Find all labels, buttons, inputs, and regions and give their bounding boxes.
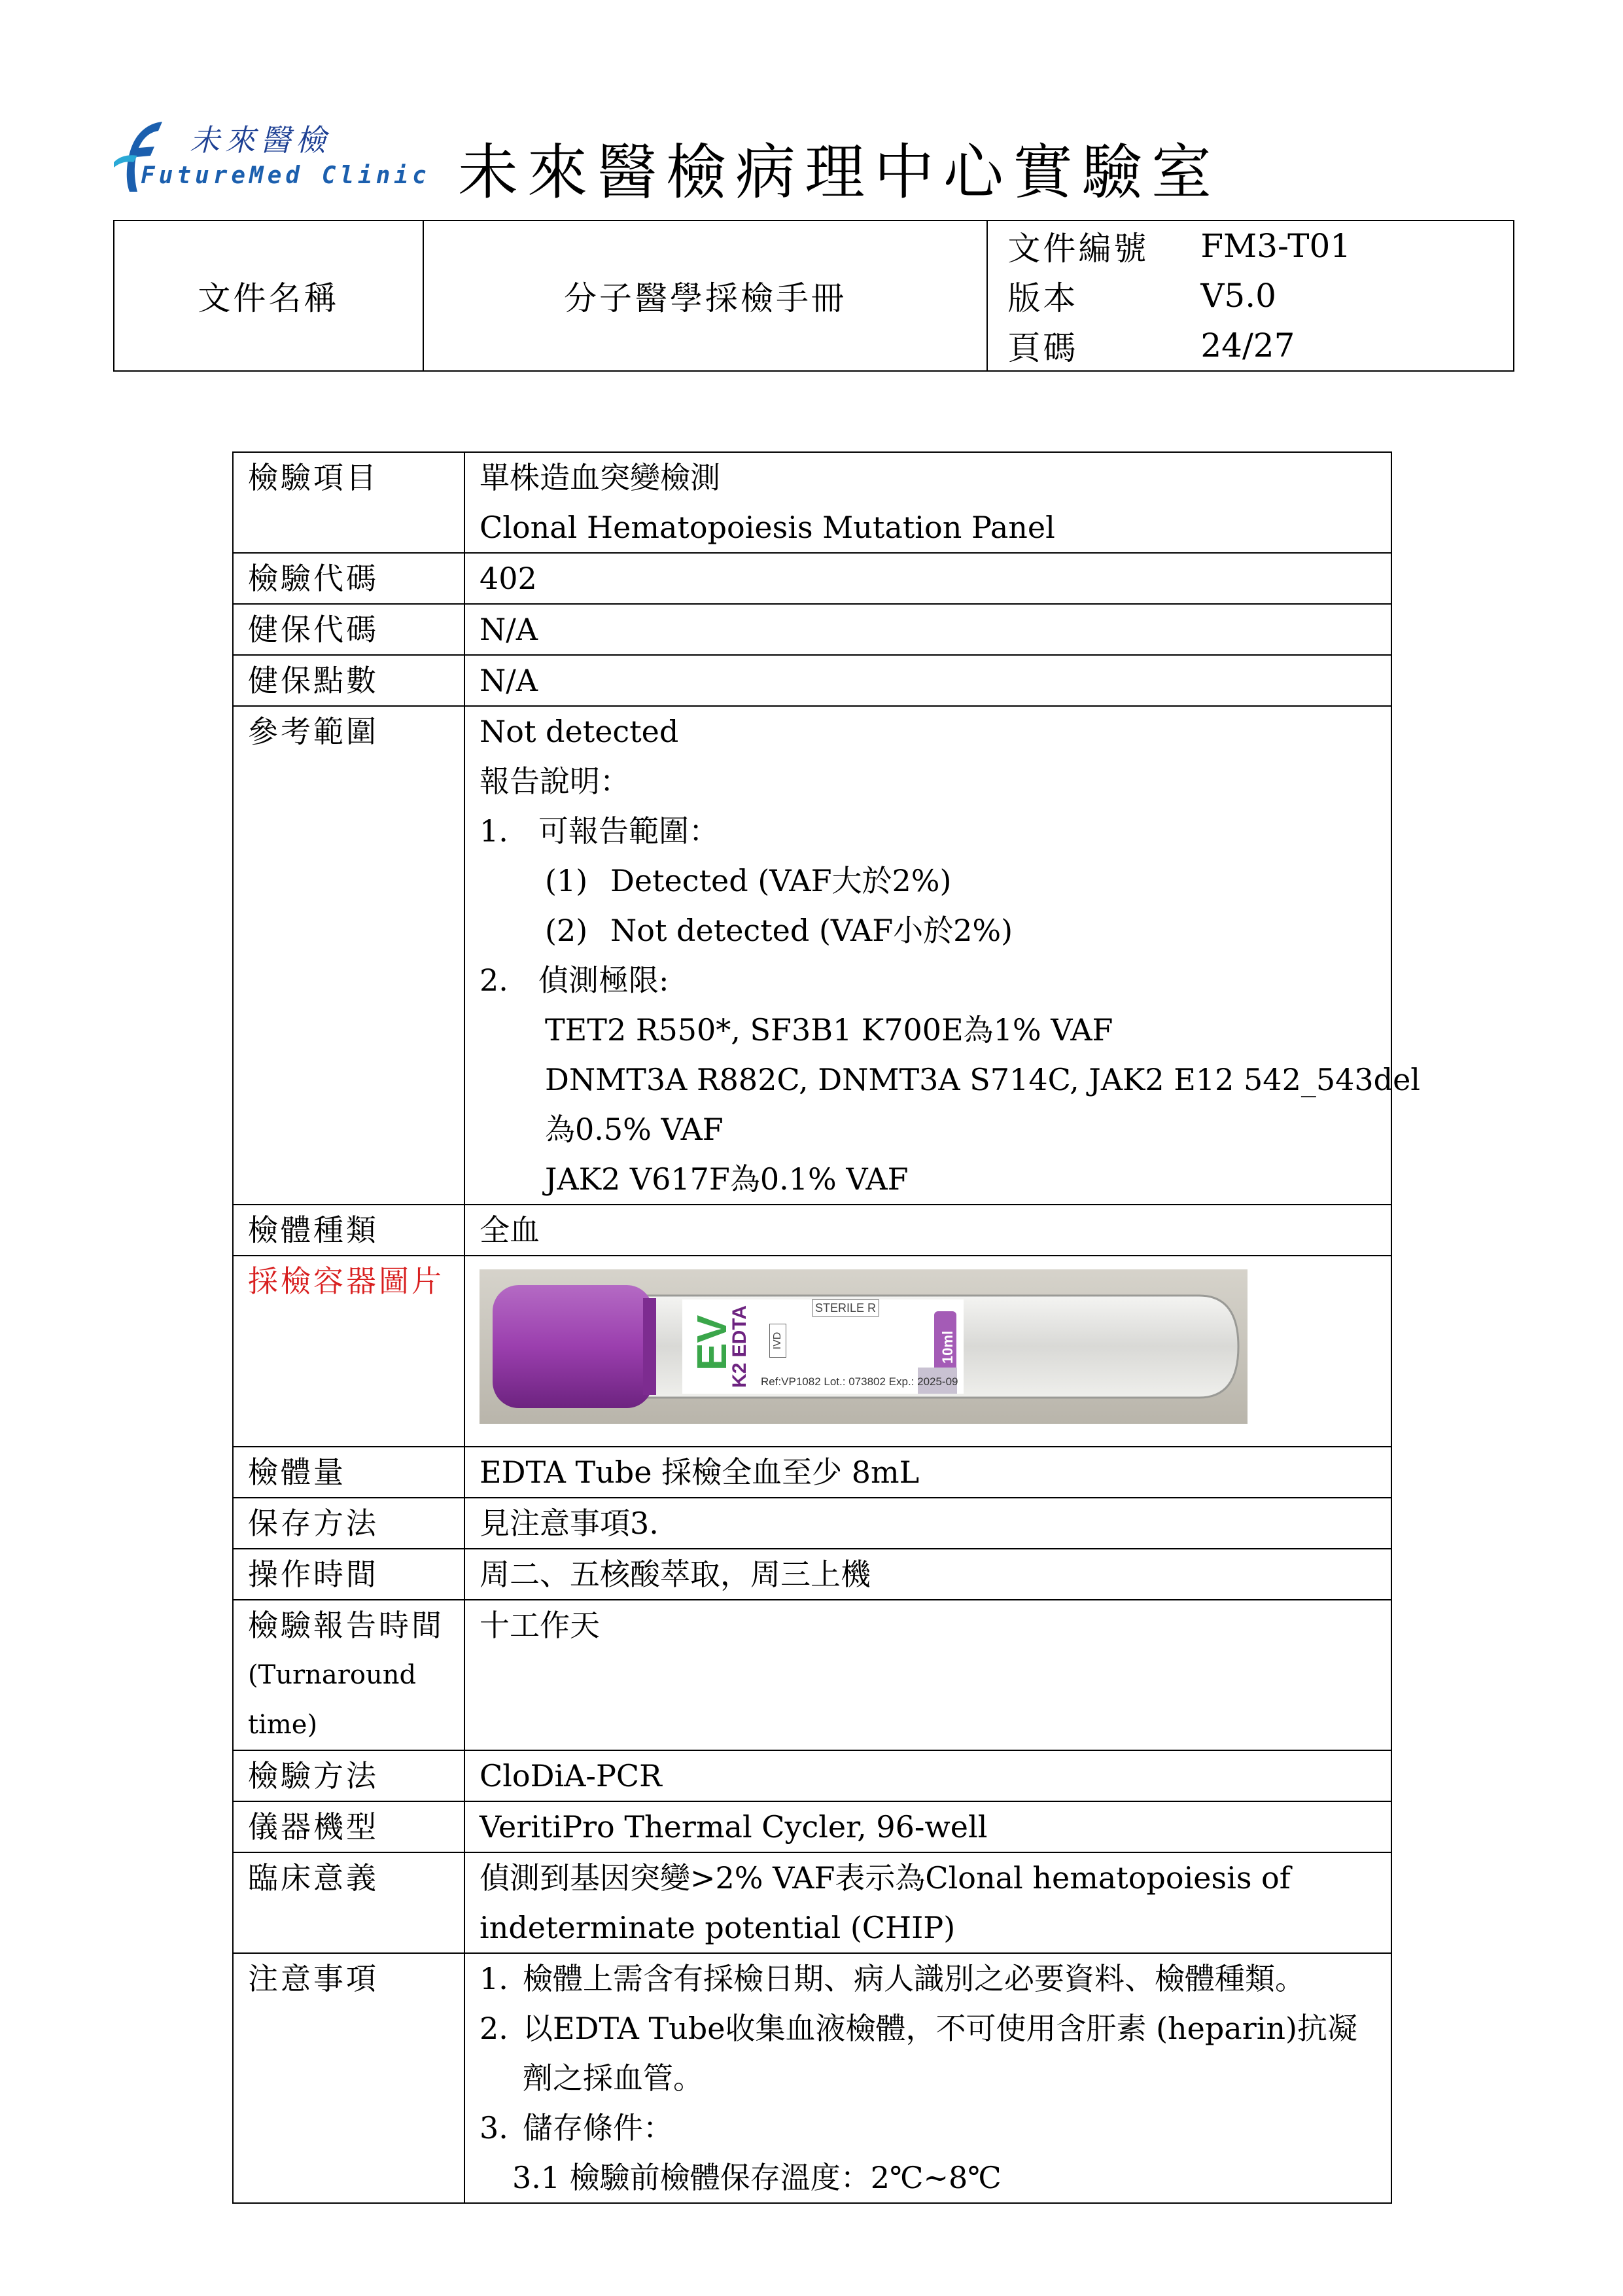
version-row (988, 271, 1513, 321)
tat-label-cell (233, 1600, 464, 1750)
version: V5.0 (1200, 277, 1276, 315)
table-row (233, 1600, 1391, 1750)
page-label: 頁碼 (1007, 329, 1079, 367)
reference-text: 可報告範圍： (538, 813, 719, 849)
tube-type: K2 EDTA (729, 1305, 750, 1388)
note-line (480, 2004, 1391, 2053)
table-row (233, 1256, 1391, 1447)
method-value: CloDiA-PCR (464, 1750, 1391, 1801)
doc-name-label: 文件名稱 (114, 221, 423, 371)
list-number: 3. (480, 2110, 508, 2146)
volume-label: 檢體量 (233, 1447, 464, 1498)
logo-english-text: FutureMed Clinic (141, 162, 430, 189)
reference-line (480, 856, 1391, 906)
reference-value (464, 706, 1421, 1205)
tat-label: 檢驗報告時間 (248, 1608, 444, 1643)
test-item-value (464, 452, 1391, 553)
reference-line: Not detected (480, 714, 679, 749)
lab-name-title: 未來醫檢病理中心實驗室 (458, 137, 1221, 207)
table-row (233, 452, 1391, 553)
nhi-points-value: N/A (464, 655, 1391, 706)
table-row (233, 1549, 1391, 1600)
tube-sterile-mark: STERILE R (812, 1299, 879, 1316)
clinic-logo (111, 116, 430, 195)
reference-line: 為0.5% VAF (545, 1112, 724, 1147)
list-number: 2. (480, 2011, 508, 2046)
test-item-cn: 單株造血突變檢測 (480, 460, 720, 495)
doc-name: 分子醫學採檢手冊 (423, 221, 988, 371)
tube-ref-lot-exp: Ref:VP1082 Lot.: 073802 Exp.: 2025-09 (761, 1375, 958, 1388)
reference-label: 參考範圍 (233, 706, 464, 1205)
doc-number-row (988, 221, 1513, 271)
tube-volume: 10ml (939, 1330, 956, 1364)
reference-line: JAK2 V617F為0.1% VAF (545, 1161, 909, 1197)
container-label: 採檢容器圖片 (233, 1256, 464, 1447)
clinical-label: 臨床意義 (233, 1852, 464, 1953)
tat-label-en: time) (248, 1710, 318, 1740)
table-row (233, 553, 1391, 604)
list-number: 2. (480, 963, 508, 998)
storage-value: 見注意事項3. (464, 1498, 1391, 1549)
reference-line: DNMT3A R882C, DNMT3A S714C, JAK2 E12 542_543del (545, 1062, 1421, 1097)
storage-label: 保存方法 (233, 1498, 464, 1549)
note-line (480, 1954, 1391, 2004)
reference-line (480, 806, 1391, 856)
nhi-code-value: N/A (464, 604, 1391, 655)
list-number: 1. (480, 813, 508, 849)
nhi-points-label: 健保點數 (233, 655, 464, 706)
reference-text: Not detected (VAF小於2%) (610, 913, 1013, 948)
table-row (233, 1447, 1391, 1498)
tat-value: 十工作天 (464, 1600, 1391, 1750)
clinical-value (464, 1852, 1391, 1953)
list-number: 1. (480, 1961, 508, 1996)
clinical-line: 偵測到基因突變>2% VAF表示為Clonal hematopoiesis of (480, 1860, 1291, 1896)
table-row (233, 1205, 1391, 1256)
reference-line (480, 906, 1391, 955)
version-label: 版本 (1007, 279, 1079, 317)
list-number: (1) (545, 863, 588, 898)
reference-text: Detected (VAF大於2%) (610, 863, 952, 898)
page-number: 24/27 (1200, 327, 1295, 364)
container-image-cell (464, 1256, 1391, 1447)
reference-line: 報告說明： (480, 764, 630, 799)
test-code-value: 402 (464, 553, 1391, 604)
operation-time-label: 操作時間 (233, 1549, 464, 1600)
test-code-label: 檢驗代碼 (233, 553, 464, 604)
clinical-line: indeterminate potential (CHIP) (480, 1910, 956, 1945)
note-line (480, 2103, 1391, 2153)
tat-label-en: (Turnaround (248, 1660, 417, 1690)
tube-ivd-mark: IVD (769, 1324, 786, 1358)
notes-label: 注意事項 (233, 1953, 464, 2203)
specimen-type-label: 檢體種類 (233, 1205, 464, 1256)
table-row (233, 706, 1391, 1205)
specimen-type-value: 全血 (464, 1205, 1391, 1256)
instrument-value: VeritiPro Thermal Cycler, 96-well (464, 1801, 1391, 1852)
test-item-label: 檢驗項目 (233, 452, 464, 553)
note-text: 以EDTA Tube收集血液檢體，不可使用含肝素 (heparin)抗凝 (523, 2011, 1358, 2046)
instrument-label: 儀器機型 (233, 1801, 464, 1852)
table-row (233, 1750, 1391, 1801)
doc-number: FM3-T01 (1200, 227, 1352, 265)
table-row (233, 604, 1391, 655)
edta-tube-illustration (480, 1269, 1248, 1424)
test-item-en: Clonal Hematopoiesis Mutation Panel (480, 510, 1055, 545)
document-header-table (113, 220, 1514, 372)
page-row (988, 321, 1513, 370)
table-row (233, 1801, 1391, 1852)
edta-tube-image (480, 1269, 1248, 1424)
note-text: 儲存條件： (523, 2110, 673, 2146)
reference-text: 偵測極限: (538, 963, 669, 998)
specimen-info-table (232, 451, 1421, 2204)
table-row (233, 655, 1391, 706)
note-line: 劑之採血管。 (523, 2060, 703, 2096)
notes-value (464, 1953, 1391, 2203)
nhi-code-label: 健保代碼 (233, 604, 464, 655)
volume-value: EDTA Tube 採檢全血至少 8mL (464, 1447, 1391, 1498)
operation-time-value: 周二、五核酸萃取，周三上機 (464, 1549, 1391, 1600)
method-label: 檢驗方法 (233, 1750, 464, 1801)
logo-chinese-text: 未來醫檢 (190, 122, 331, 158)
doc-meta (987, 221, 1514, 371)
note-text: 檢體上需含有採檢日期、病人識別之必要資料、檢體種類。 (523, 1961, 1305, 1996)
tube-brand: EV (688, 1315, 735, 1371)
reference-line (480, 955, 1391, 1005)
table-row (233, 1852, 1391, 1953)
table-row (233, 1953, 1391, 2203)
list-number: (2) (545, 913, 588, 948)
note-line: 3.1 檢驗前檢體保存溫度：2℃~8℃ (512, 2160, 1002, 2195)
reference-line: TET2 R550*, SF3B1 K700E為1% VAF (545, 1012, 1113, 1048)
table-row (233, 1498, 1391, 1549)
doc-number-label: 文件編號 (1007, 230, 1149, 268)
